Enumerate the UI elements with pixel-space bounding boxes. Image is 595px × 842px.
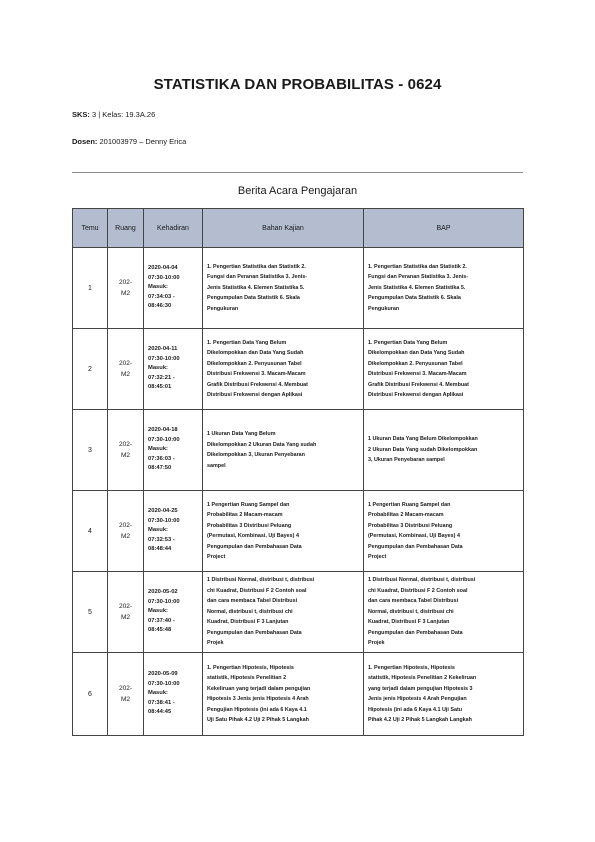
table-row [73, 248, 524, 329]
cell-kehadiran [144, 491, 203, 572]
cell-bap [364, 653, 524, 736]
cell-kehadiran-line: 2020-05-02 [148, 589, 178, 596]
cell-kehadiran-line: 07:30-10:00 [148, 598, 180, 605]
cell-bap-line: Jenis Statistika 4. Elemen Statistika 5. [368, 284, 466, 291]
cell-bahan-kajian-line: 1 Distribusi Normal, distribusi t, distribusi [207, 577, 315, 584]
cell-bap-line: 1. Pengertian Data Yang Belum [368, 339, 448, 346]
cell-bahan-kajian-line: Fungsi dan Peranan Statistika 3. Jenis- [207, 274, 308, 281]
section-title: Berita Acara Pengajaran [237, 185, 358, 197]
cell-bahan-kajian-line: 1. Pengertian Data Yang Belum [207, 339, 287, 346]
cell-bahan-kajian-line: Jenis Statistika 4. Elemen Statistika 5. [207, 284, 305, 291]
cell-ruang-line: 202- [118, 522, 132, 529]
cell-ruang-line: M2 [120, 290, 131, 297]
cell-kehadiran-line: 2020-04-04 [148, 265, 178, 272]
cell-bahan-kajian [203, 248, 364, 329]
cell-bap-line: Dikelompokkan dan Data Yang Sudah [368, 350, 465, 356]
cell-bap-line: Distribusi Frekwensi 3. Macam-Macam [368, 371, 467, 377]
cell-kehadiran [144, 653, 203, 736]
header-bap: BAP [364, 209, 524, 248]
cell-bahan-kajian-line: Pengujian Hipotesis (ini ada 6 Kaya 4.1 [207, 706, 307, 713]
cell-kehadiran-line: 07:34:03 - [148, 293, 175, 300]
cell-bahan-kajian-line: Kuadrat, Distribusi F 3 Lanjutan [207, 619, 289, 626]
cell-bap-line: Pihak 4.2 Uji 2 Pihak 5 Langkah Langkah [368, 717, 472, 723]
cell-kehadiran-line: 07:30-10:00 [148, 680, 180, 687]
cell-bap-line: Grafik Distribusi Frekwensi 4. Membuat [368, 381, 469, 388]
cell-ruang-line: 202- [118, 441, 132, 448]
cell-bap-line: Pengukuran [368, 305, 400, 312]
cell-temu: 1 [73, 248, 108, 329]
cell-bap-line: statistik, Hipotesis Penelitian 2 Kekeliruan [368, 675, 477, 681]
sks-label: SKS: [72, 110, 90, 119]
cell-kehadiran-line: 08:45:01 [148, 384, 172, 391]
table-row [73, 653, 524, 736]
lecturer-line [72, 137, 186, 146]
cell-bahan-kajian-line: Uji Satu Pihak 4.2 Uji 2 Pihak 5 Langkah [207, 717, 309, 723]
cell-bap-line: Dikelompokkan 2. Penyusunan Tabel [368, 360, 463, 367]
cell-bahan-kajian-line: Pengumpulan dan Pembahasan Data [207, 629, 302, 636]
table-row [73, 572, 524, 653]
cell-bahan-kajian-line: Normal, distribusi t, distribusi chi [207, 608, 293, 615]
cell-bap-line: Pengumpulan dan Pembahasan Data [368, 543, 463, 550]
cell-kehadiran-line: 08:48:44 [148, 546, 172, 553]
cell-bahan-kajian-line: Projek [207, 640, 224, 647]
cell-bahan-kajian-line: 1 Ukuran Data Yang Belum [207, 431, 276, 437]
cell-bap [364, 572, 524, 653]
cell-bap-line: Project [368, 554, 387, 560]
cell-bap-line: Projek [368, 640, 385, 647]
cell-kehadiran-line: 07:30-10:00 [148, 274, 180, 281]
cell-bahan-kajian [203, 410, 364, 491]
cell-bahan-kajian-line: Distribusi Frekwensi dengan Aplikasi [207, 392, 303, 398]
cell-bap-line: Distribusi Frekwensi dengan Aplikasi [368, 392, 464, 398]
cell-bap-line: 1. Pengertian Statistika dan Statistik 2. [368, 263, 467, 270]
cell-bahan-kajian-line: Kekeliruan yang terjadi dalam pengujian [207, 685, 311, 692]
cell-bap-line: Pengumpulan dan Pembahasan Data [368, 629, 463, 636]
cell-bap-line: Normal, distribusi t, distribusi chi [368, 608, 454, 615]
cell-ruang-line: 202- [118, 279, 132, 286]
cell-kehadiran-line: Masuk: [148, 608, 168, 615]
cell-kehadiran-line: 07:30-10:00 [148, 517, 180, 524]
lecturer-value: 201003979 – Denny Erica [99, 137, 187, 146]
cell-bahan-kajian-line: Probabilitas 3 Distribusi Peluang [207, 522, 292, 529]
table-row [73, 491, 524, 572]
cell-kehadiran-line: 2020-04-25 [148, 508, 178, 515]
cell-bahan-kajian-line: Dikelompokkan 3, Ukuran Penyebaran [207, 452, 305, 458]
sks-class-value: 3 | Kelas: 19.3A.26 [92, 110, 156, 119]
cell-kehadiran-line: Masuk: [148, 365, 168, 372]
cell-temu: 3 [73, 410, 108, 491]
cell-bap [364, 329, 524, 410]
cell-bahan-kajian-line: (Permutasi, Kombinasi, Uji Bayes) 4 [207, 533, 299, 539]
cell-bap [364, 491, 524, 572]
cell-bahan-kajian-line: Dikelompokkan 2. Penyusunan Tabel [207, 360, 302, 367]
cell-ruang-line: 202- [118, 360, 132, 367]
cell-bap-line: Probabilitas 3 Distribusi Peluang [368, 522, 453, 529]
cell-bap-line: 1 Pengertian Ruang Sampel dan [368, 501, 451, 508]
cell-temu: 5 [73, 572, 108, 653]
cell-kehadiran [144, 572, 203, 653]
cell-bahan-kajian-line: chi Kuadrat, Distribusi F 2 Contoh soal [207, 587, 307, 594]
cell-bahan-kajian-line: Pengumpulan Data Statistik 6. Skala [207, 295, 300, 302]
cell-bap-line: Hipotesis (ini ada 6 Kaya 4.1 Uji Satu [368, 706, 463, 713]
cell-kehadiran-line: 07:30-10:00 [148, 355, 180, 362]
table-header-row [73, 209, 524, 248]
cell-ruang [108, 572, 144, 653]
cell-ruang-line: M2 [120, 696, 131, 703]
cell-ruang [108, 329, 144, 410]
cell-bap-line: Pengumpulan Data Statistik 6. Skala [368, 295, 461, 302]
cell-bahan-kajian-line: 1 Pengertian Ruang Sampel dan [207, 501, 290, 508]
cell-ruang-line: M2 [120, 371, 131, 378]
cell-kehadiran-line: 07:32:53 - [148, 536, 175, 543]
cell-kehadiran-line: 08:47:50 [148, 465, 172, 472]
cell-kehadiran-line: 07:37:40 - [148, 617, 175, 624]
cell-bap [364, 248, 524, 329]
cell-kehadiran-line: 07:38:41 - [148, 699, 175, 706]
header-bahan-kajian: Bahan Kajian [203, 209, 364, 248]
cell-bap-line: 1 Distribusi Normal, distribusi t, distribusi [368, 577, 476, 584]
cell-bahan-kajian-line: 1. Pengertian Statistika dan Statistik 2. [207, 263, 306, 270]
cell-temu: 2 [73, 329, 108, 410]
cell-bap-line: 1. Pengertian Hipotesis, Hipotesis [368, 664, 455, 671]
cell-ruang-line: 202- [118, 685, 132, 692]
divider [72, 172, 523, 173]
cell-bahan-kajian-line: Dikelompokkan 2 Ukuran Data Yang sudah [207, 441, 317, 448]
cell-bap-line: chi Kuadrat, Distribusi F 2 Contoh soal [368, 587, 468, 594]
cell-bahan-kajian-line: Dikelompokkan dan Data Yang Sudah [207, 350, 304, 356]
cell-ruang-line: M2 [120, 533, 131, 540]
cell-bahan-kajian-line: Grafik Distribusi Frekwensi 4. Membuat [207, 381, 308, 388]
cell-kehadiran-line: Masuk: [148, 690, 168, 697]
cell-kehadiran-line: Masuk: [148, 284, 168, 291]
sks-class-line [72, 110, 155, 119]
cell-temu: 6 [73, 653, 108, 736]
header-temu: Temu [73, 209, 108, 248]
cell-bap-line: 3, Ukuran Penyebaran sampel [368, 457, 445, 464]
cell-bahan-kajian-line: Pengukuran [207, 305, 239, 312]
cell-bap-line: 1 Ukuran Data Yang Belum Dikelompokkan [368, 436, 478, 443]
cell-bap-line: Kuadrat, Distribusi F 3 Lanjutan [368, 619, 450, 626]
lecturer-label: Dosen: [72, 137, 98, 146]
cell-kehadiran [144, 410, 203, 491]
cell-kehadiran-line: 2020-04-11 [148, 346, 178, 353]
cell-bap-line: Fungsi dan Peranan Statistika 3. Jenis- [368, 274, 469, 281]
cell-kehadiran-line: 08:44:45 [148, 709, 172, 716]
cell-bap-line: Jenis jenis Hipotesis 4 Arah Pengujian [368, 696, 467, 702]
cell-kehadiran-line: Masuk: [148, 446, 168, 453]
cell-temu: 4 [73, 491, 108, 572]
cell-bahan-kajian-line: Distribusi Frekwensi 3. Macam-Macam [207, 371, 306, 377]
cell-bahan-kajian-line: statistik, Hipotesis Penelitian 2 [207, 675, 287, 681]
header-ruang: Ruang [108, 209, 144, 248]
cell-kehadiran-line: 07:32:21 - [148, 374, 175, 381]
cell-bap-line: yang terjadi dalam pengujian Hipotesis 3 [368, 685, 473, 692]
cell-ruang-line: M2 [120, 614, 131, 621]
cell-kehadiran-line: 08:46:30 [148, 303, 172, 310]
table-row [73, 329, 524, 410]
cell-kehadiran-line: 2020-05-09 [148, 671, 178, 678]
cell-kehadiran-line: 08:45:48 [148, 627, 172, 634]
cell-bap-line: dan cara membaca Tabel Distribusi [368, 598, 459, 605]
cell-bahan-kajian [203, 491, 364, 572]
cell-bap [364, 410, 524, 491]
cell-kehadiran-line: 07:36:03 - [148, 455, 175, 462]
cell-kehadiran [144, 329, 203, 410]
cell-bahan-kajian-line: 1. Pengertian Hipotesis, Hipotesis [207, 664, 294, 671]
cell-kehadiran-line: 07:30-10:00 [148, 436, 180, 443]
cell-bahan-kajian-line: Pengumpulan dan Pembahasan Data [207, 543, 302, 550]
cell-ruang-line: 202- [118, 603, 132, 610]
header-kehadiran: Kehadiran [144, 209, 203, 248]
cell-bahan-kajian-line: dan cara membaca Tabel Distribusi [207, 598, 298, 605]
cell-ruang [108, 653, 144, 736]
cell-bahan-kajian [203, 653, 364, 736]
cell-ruang [108, 410, 144, 491]
cell-bahan-kajian-line: Project [207, 554, 226, 560]
cell-kehadiran-line: 2020-04-18 [148, 427, 178, 434]
cell-bahan-kajian-line: Probabilitas 2 Macam-macam [207, 512, 283, 518]
table-row [73, 410, 524, 491]
cell-bahan-kajian-line: sampel [207, 462, 226, 469]
cell-kehadiran [144, 248, 203, 329]
teaching-report-table [72, 208, 524, 736]
cell-bap-line: (Permutasi, Kombinasi, Uji Bayes) 4 [368, 533, 460, 539]
course-title: STATISTIKA DAN PROBABILITAS - 0624 [153, 76, 442, 93]
cell-bahan-kajian [203, 572, 364, 653]
cell-ruang [108, 248, 144, 329]
cell-ruang-line: M2 [120, 452, 131, 459]
cell-bap-line: 2 Ukuran Data Yang sudah Dikelompokkan [368, 446, 478, 453]
cell-bap-line: Probabilitas 2 Macam-macam [368, 512, 444, 518]
cell-bahan-kajian-line: Hipotesis 3 Jenis jenis Hipotesis 4 Arah [207, 696, 309, 702]
cell-bahan-kajian [203, 329, 364, 410]
cell-kehadiran-line: Masuk: [148, 527, 168, 534]
cell-ruang [108, 491, 144, 572]
